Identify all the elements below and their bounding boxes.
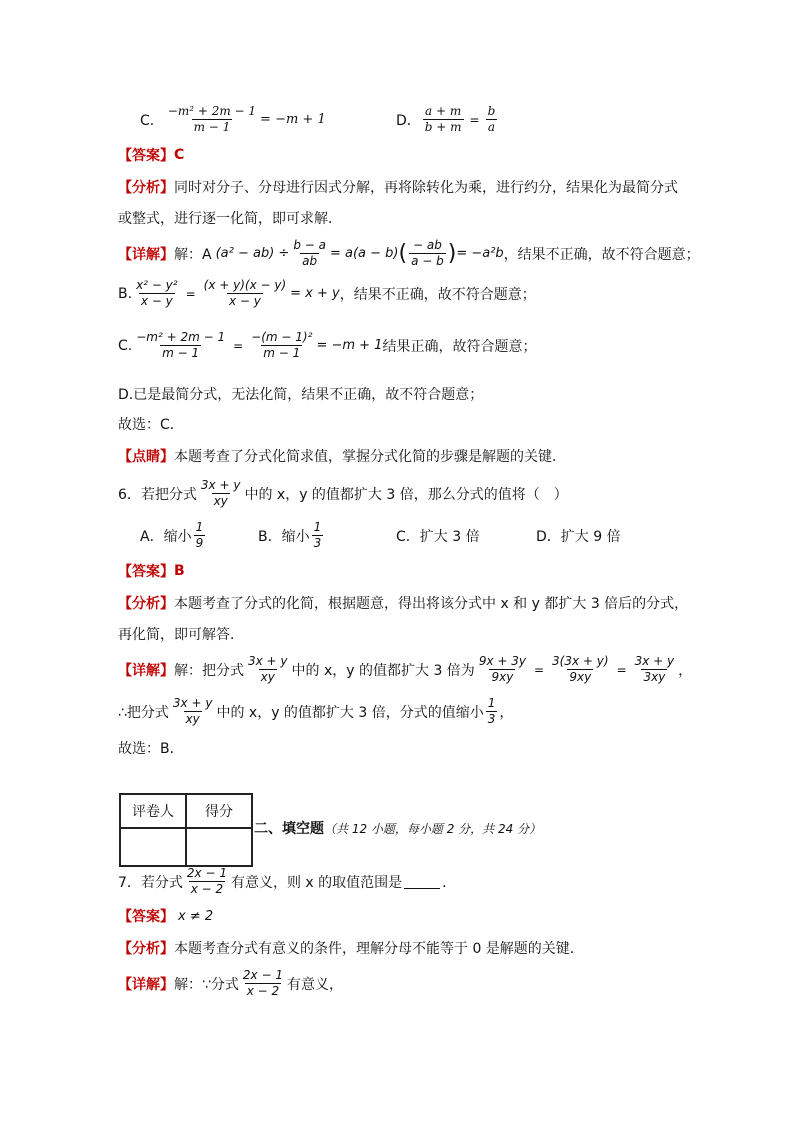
option-d-fraction: $\frac{a + m}{b + m}$ xyxy=(424,104,462,134)
q7-answer: 【答案】 x ≠ 2 xyxy=(118,908,214,925)
q6-option-b: B．缩小 $\frac{1}{3}$ xyxy=(258,520,322,550)
option-d: D． $\frac{a + m}{b + m}$ = $\frac{b}{a}$ xyxy=(396,104,496,134)
q6-option-d: D．扩大 9 倍 xyxy=(536,529,621,545)
q6-therefore: ∴把分式 $\frac{3x + y}{xy}$ 中的 x，y 的值都扩大 3 倍，分式的值缩小 $\frac{1}{3}$ ， xyxy=(118,696,514,726)
answer-blank xyxy=(404,874,440,889)
reviewer-header: 评卷人 xyxy=(120,794,186,828)
q6-detail: 【详解】 解：把分式 $\frac{3x + y}{xy}$ 中的 x，y 的值都扩大 3 倍为 $\frac{9x + 3y}{9xy}$ = $\frac{3(3x + y)}{9xy}$ = $\frac{3x + y}{3xy}$ ， xyxy=(118,654,693,684)
option-c: C． $\frac{\text{−m² + 2m − 1}}{m - 1}$ = −m + 1 xyxy=(140,104,326,134)
q5-detail-c: C. $\frac{\text{−m² + 2m − 1}}{m - 1}$ = $\frac{\text{−(m − 1)²}}{m - 1}$ = −m + 1 结果正确，故符合题意； xyxy=(118,330,537,360)
reviewer-cell xyxy=(120,828,186,866)
q6-option-c: C．扩大 3 倍 xyxy=(396,529,480,545)
score-cell xyxy=(186,828,252,866)
q6-answer: 【答案】 B xyxy=(118,563,185,580)
q7-stem: 7．若分式 $\frac{2x - 1}{x - 2}$ 有意义，则 x 的取值范围是 ． xyxy=(118,866,457,896)
score-table xyxy=(119,793,253,867)
q6-choose: 故选：B． xyxy=(118,741,184,757)
q5-choose: 故选：C． xyxy=(118,417,184,433)
q7-detail: 【详解】 解：∵分式 $\frac{2x - 1}{x - 2}$ 有意义， xyxy=(118,968,343,998)
option-d-rhs-fraction: $\frac{b}{a}$ xyxy=(487,104,496,134)
q5-detail-b: B. $\frac{\text{x² − y²}}{x - y}$ = $\frac{(x + y)(x - y)}{x - y}$ = x + y ，结果不正确，故不符合题意； xyxy=(118,278,536,308)
q5-detail-d: D.已是最简分式，无法化简，结果不正确，故不符合题意； xyxy=(118,387,484,403)
q5-comment: 【点睛】 本题考查了分式化简求值，掌握分式化简的步骤是解题的关键． xyxy=(118,449,566,465)
q7-analysis: 【分析】 本题考查分式有意义的条件，理解分母不能等于 0 是解题的关键． xyxy=(118,941,584,957)
q5-analysis-line2: 或整式，进行逐一化简，即可求解． xyxy=(118,211,342,227)
q5-analysis-line1: 【分析】 同时对分子、分母进行因式分解，再将除转化为乘，进行约分，结果化为最简分式 xyxy=(118,180,678,196)
score-header: 得分 xyxy=(186,794,252,828)
q5-detail-a: 【详解】 解：A (a² − ab) ÷ $\frac{b - a}{ab}$ = a(a − b) ( $\frac{- ab}{a - b}$ ) = −a²b ，结果不正确，故不符合题意； xyxy=(118,238,700,268)
q6-analysis-line1: 【分析】 本题考查了分式的化简，根据题意，得出将该分式中 x 和 y 都扩大 3 倍后的分式， xyxy=(118,596,689,612)
q6-analysis-line2: 再化简，即可解答． xyxy=(118,627,244,643)
option-c-fraction: $\frac{\text{−m² + 2m − 1}}{m - 1}$ xyxy=(167,104,257,134)
q6-option-a: A．缩小 $\frac{1}{9}$ xyxy=(140,520,204,550)
q6-stem: 6．若把分式 $\frac{3x + y}{xy}$ 中的 x，y 的值都扩大 3 倍，那么分式的值将（ ） xyxy=(118,478,568,508)
q5-answer: 【答案】 C xyxy=(118,147,185,164)
section-2-heading: 二、填空题（共 12 小题，每小题 2 分，共 24 分） xyxy=(254,821,542,837)
